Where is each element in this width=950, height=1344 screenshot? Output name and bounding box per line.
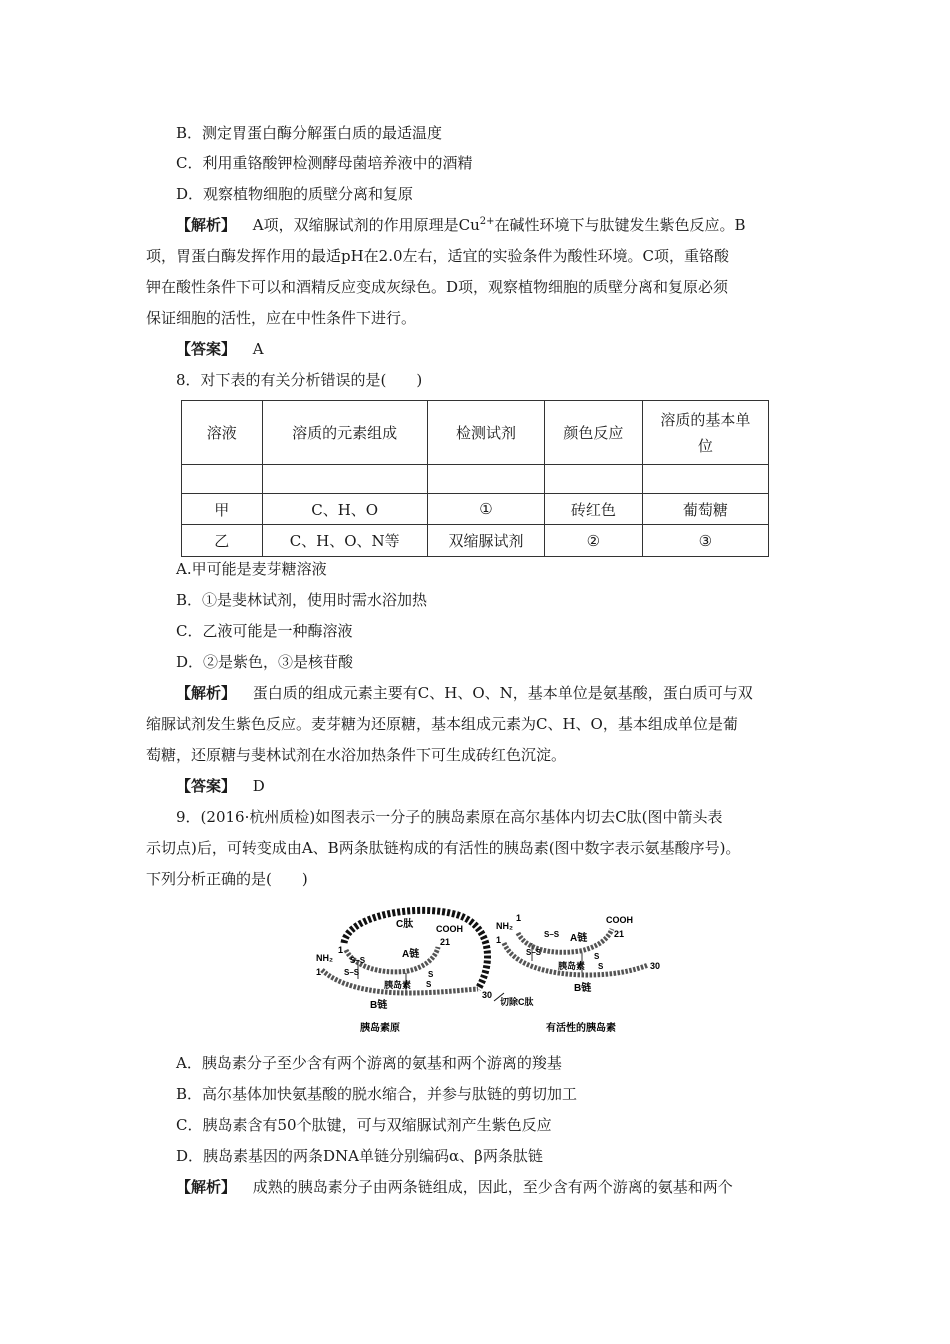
q8-stem: 8．对下表的有关分析错误的是( ) (176, 371, 423, 389)
q8-table (181, 400, 769, 557)
table-cell: 砖红色 (545, 494, 643, 525)
q9-option-b: B．高尔基体加快氨基酸的脱水缩合，并参与肽链的剪切加工 (176, 1085, 578, 1103)
num-1-label: 1 (496, 935, 502, 945)
s-label: S (598, 962, 604, 971)
num-30-label: 30 (482, 990, 493, 1000)
table-header-cell: 检测试剂 (427, 401, 544, 465)
nh2-label: NH₂ (316, 953, 333, 963)
table-cell: ③ (642, 525, 768, 557)
num-1-label: 1 (316, 967, 322, 977)
ss-label: S–S (344, 968, 360, 977)
q8-analysis-line2: 缩脲试剂发生紫色反应。麦芽糖为还原糖，基本组成元素为C、H、O，基本组成单位是葡 (146, 715, 738, 733)
cut-c-peptide-label: 切除C肽 (500, 997, 534, 1007)
c-peptide-label: C肽 (396, 919, 414, 930)
table-cell: ② (545, 525, 643, 557)
q8-option-d: D．②是紫色，③是核苷酸 (176, 653, 354, 671)
q9-stem-line1: 9．(2016·杭州质检)如图表示一分子的胰岛素原在高尔基体内切去C肽(图中箭头表 (176, 808, 723, 826)
q9-option-a: A．胰岛素分子至少含有两个游离的氨基和两个游离的羧基 (176, 1054, 562, 1072)
s-label: S (426, 980, 432, 989)
analysis-tag: 【解析】 (176, 1178, 237, 1196)
active-insulin (496, 913, 660, 1034)
q8-answer: 【答案】 D (176, 777, 265, 795)
q7-answer: 【答案】 A (176, 340, 264, 358)
answer-tag: 【答案】 (176, 340, 237, 358)
q8-option-c: C．乙液可能是一种酶溶液 (176, 622, 353, 640)
s-label: S (428, 970, 434, 979)
table-header-cell: 颜色反应 (545, 401, 643, 465)
q7-option-b: B．测定胃蛋白酶分解蛋白质的最适温度 (176, 124, 443, 142)
insulin-label: 胰岛素 (384, 980, 412, 990)
nh2-label: NH₂ (496, 921, 513, 931)
s-label: S (594, 952, 600, 961)
table-header-cell: 溶质的元素组成 (262, 401, 427, 465)
q8-analysis-line3: 萄糖，还原糖与斐林试剂在水浴加热条件下可生成砖红色沉淀。 (146, 746, 567, 764)
q9-option-d: D．胰岛素基因的两条DNA单链分别编码α、β两条肽链 (176, 1147, 543, 1165)
num-1-label: 1 (516, 913, 522, 923)
table-header-cell: 溶质的基本单 位 (642, 401, 768, 465)
ss-label: S–S (526, 948, 542, 957)
q8-option-a: A.甲可能是麦芽糖溶液 (176, 560, 327, 578)
q9-analysis-line1: 【解析】 成熟的胰岛素分子由两条链组成，因此，至少含有两个游离的氨基和两个 (176, 1178, 733, 1196)
a-chain-label: A链 (402, 949, 420, 960)
table-cell: 葡萄糖 (642, 494, 768, 525)
table-cell: C、H、O、N等 (262, 525, 427, 557)
table-row-empty (182, 465, 769, 494)
q7-analysis-line1: 【解析】 A项，双缩脲试剂的作用原理是$Cu^{2+}$在碱性环境下与肽键发生紫色反应。B (176, 216, 746, 234)
num-21-label: 21 (614, 929, 625, 939)
table-cell: 双缩脲试剂 (427, 525, 544, 557)
ss-label: S–S (544, 930, 560, 939)
insulin-diagram (308, 905, 661, 1045)
q7-analysis-line4: 保证细胞的活性，应在中性条件下进行。 (146, 309, 417, 327)
insulin-figure (308, 905, 661, 1045)
q7-analysis-line2: 项，胃蛋白酶发挥作用的最适pH在2.0左右，适宜的实验条件为酸性环境。C项，重铬酸 (146, 247, 730, 265)
a-chain-label: A链 (570, 933, 588, 944)
num-21-label: 21 (440, 937, 451, 947)
b-chain-label: B链 (370, 1000, 388, 1011)
table-row (182, 525, 769, 557)
cooh-label: COOH (436, 924, 463, 934)
table-cell: 乙 (182, 525, 263, 557)
q9-stem-line2: 示切点)后，可转变成由A、B两条肽链构成的有活性的胰岛素(图中数字表示氨基酸序号)。 (146, 839, 741, 857)
q8-analysis-line1: 【解析】 蛋白质的组成元素主要有C、H、O、N，基本单位是氨基酸，蛋白质可与双 (176, 684, 753, 702)
table-header-row (182, 401, 769, 465)
table-cell: ① (427, 494, 544, 525)
q8-option-b: B．①是斐林试剂，使用时需水浴加热 (176, 591, 428, 609)
q7-option-d: D．观察植物细胞的质壁分离和复原 (176, 185, 414, 203)
b-chain-label: B链 (574, 983, 592, 994)
q7-option-c: C．利用重铬酸钾检测酵母菌培养液中的酒精 (176, 154, 473, 172)
proinsulin-caption: 胰岛素原 (360, 1023, 400, 1034)
table-row (182, 494, 769, 525)
answer-tag: 【答案】 (176, 777, 237, 795)
proinsulin (316, 910, 492, 1034)
active-insulin-caption: 有活性的胰岛素 (546, 1023, 616, 1034)
q7-analysis-line3: 钾在酸性条件下可以和酒精反应变成灰绿色。D项，观察植物细胞的质壁分离和复原必须 (146, 278, 729, 296)
analysis-tag: 【解析】 (176, 216, 237, 234)
table-cell: C、H、O (262, 494, 427, 525)
analysis-tag: 【解析】 (176, 684, 237, 702)
q9-option-c: C．胰岛素含有50个肽键，可与双缩脲试剂产生紫色反应 (176, 1116, 552, 1134)
table-cell: 甲 (182, 494, 263, 525)
cooh-label: COOH (606, 915, 633, 925)
num-30-label: 30 (650, 961, 661, 971)
insulin-label: 胰岛素 (558, 961, 586, 971)
ss-label: S–S (350, 956, 366, 965)
q9-stem-line3: 下列分析正确的是( ) (146, 870, 308, 888)
table-header-cell: 溶液 (182, 401, 263, 465)
num-1-label: 1 (338, 945, 344, 955)
